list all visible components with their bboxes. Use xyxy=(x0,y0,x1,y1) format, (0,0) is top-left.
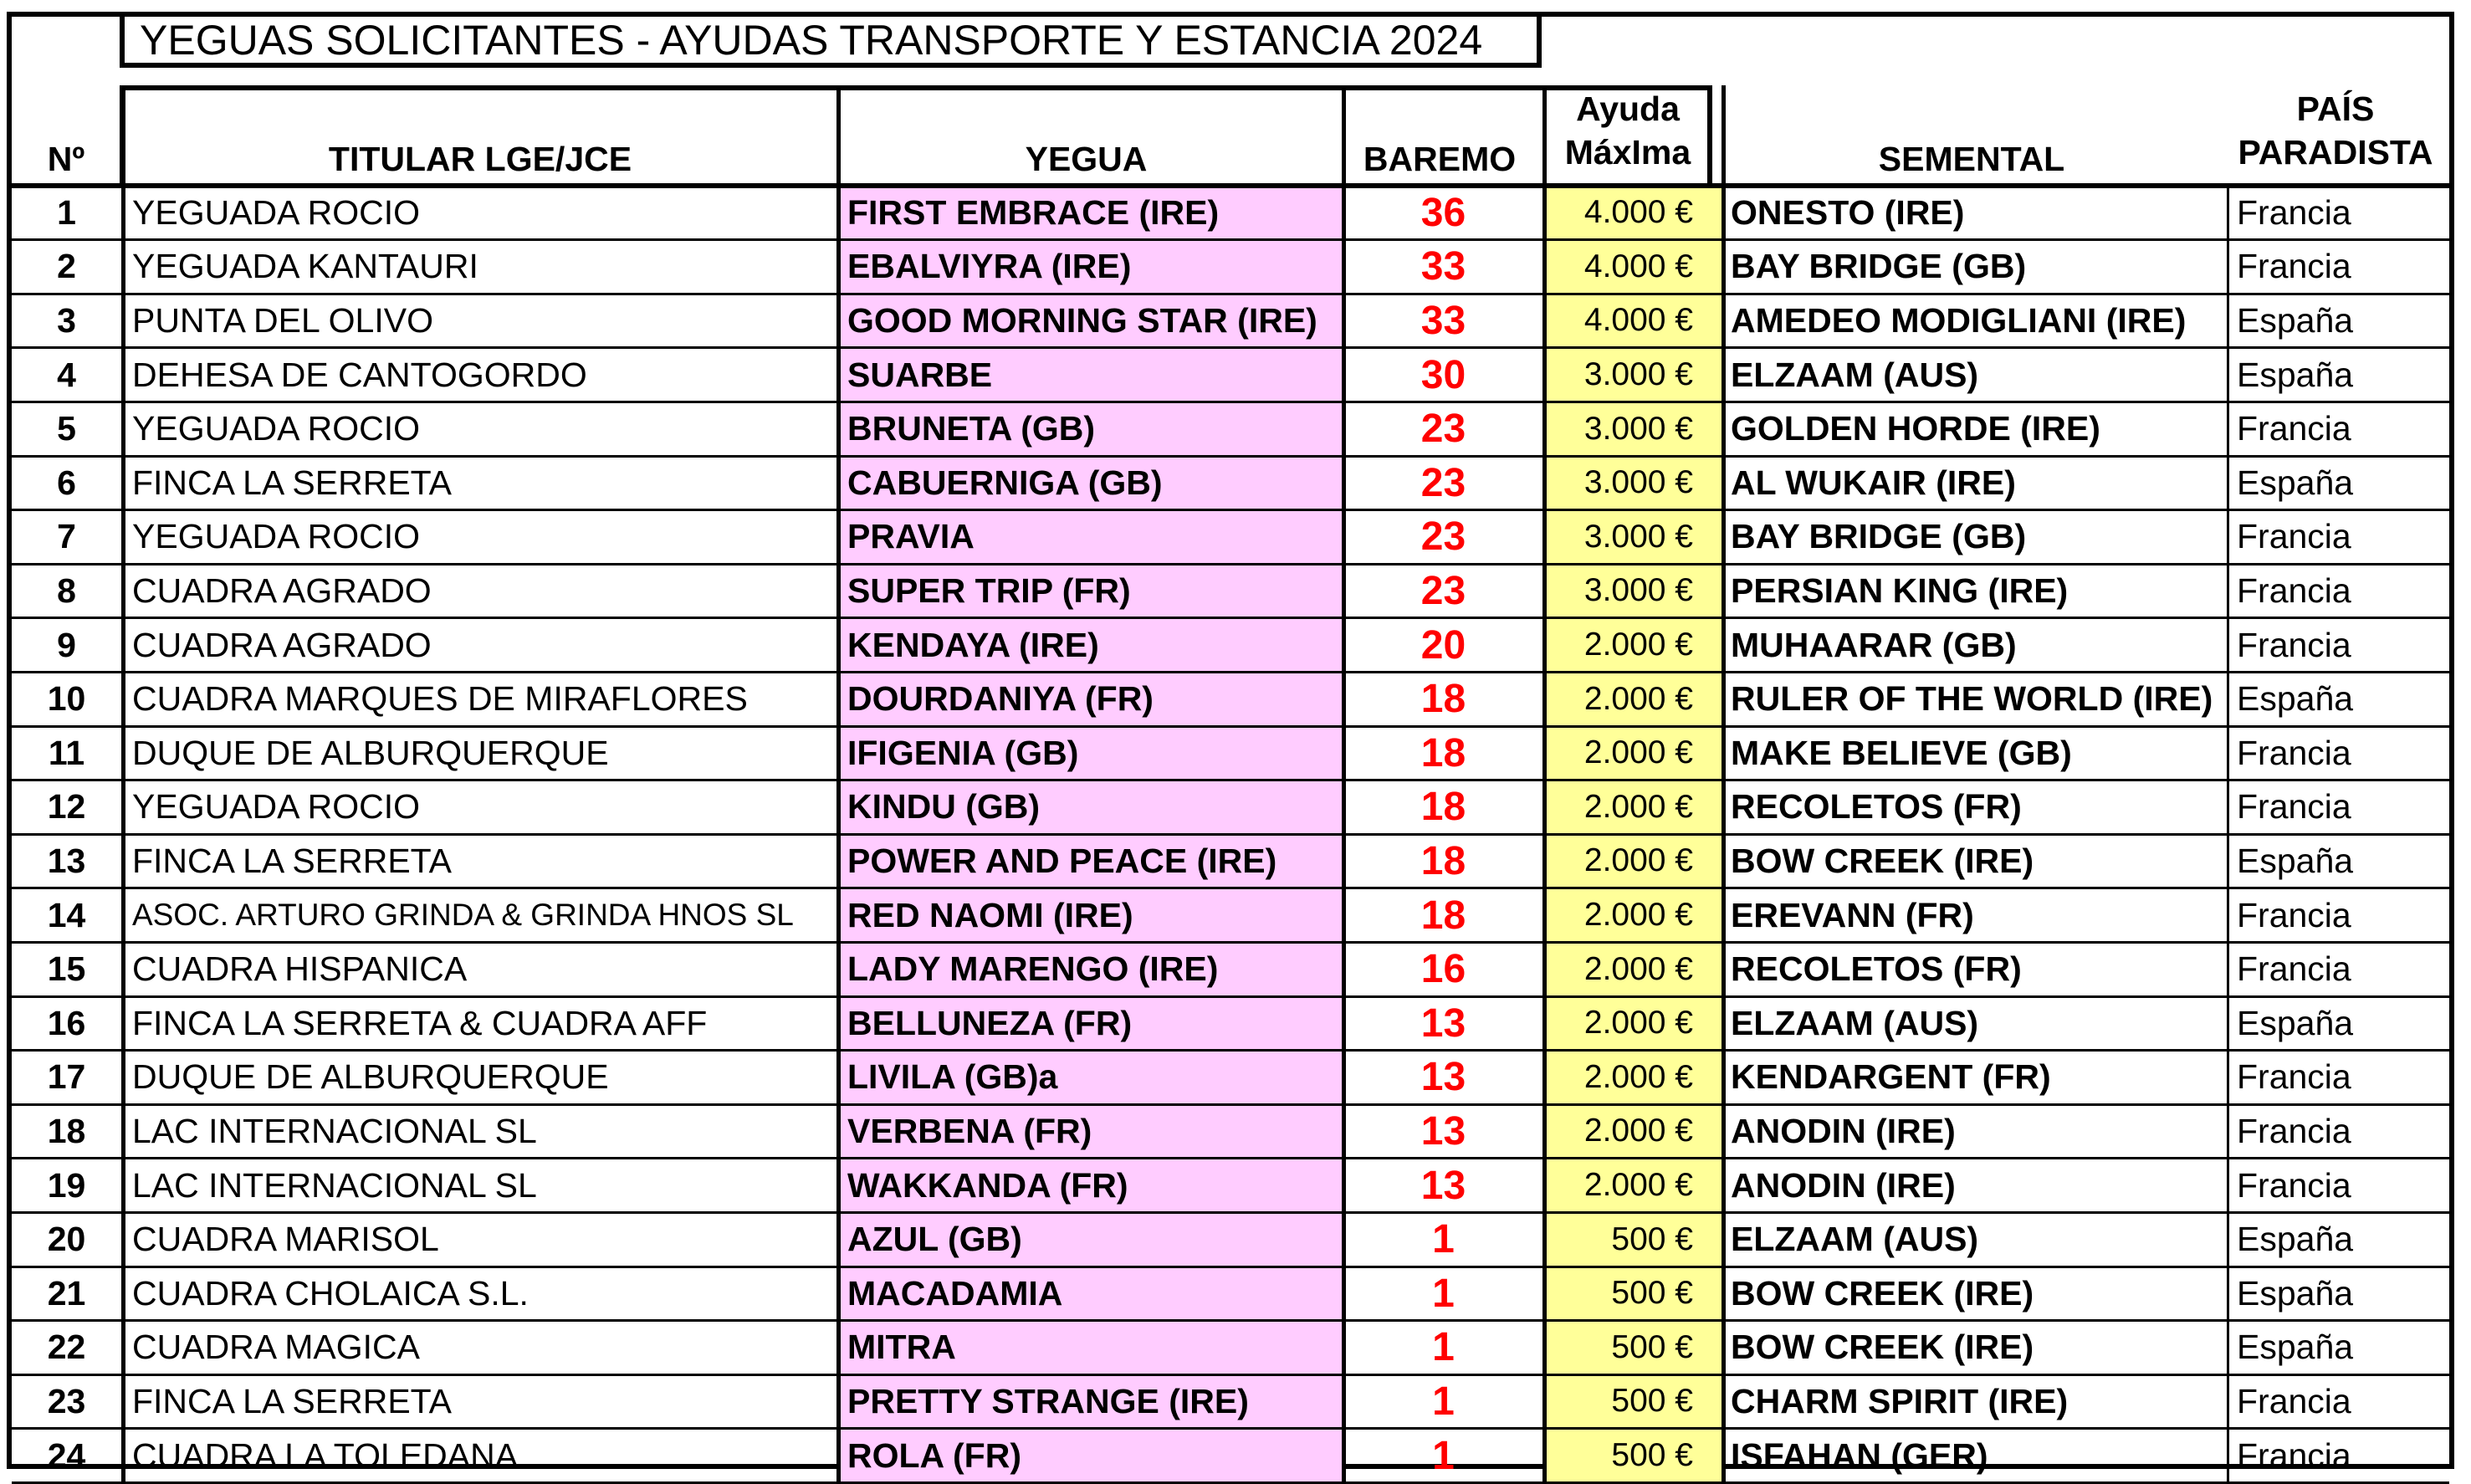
cell-titular: PUNTA DEL OLIVO xyxy=(132,300,433,340)
cell-semental: ELZAAM (AUS) xyxy=(1731,1003,1979,1042)
cell-baremo: 13 xyxy=(1420,1055,1466,1100)
cell-yegua: DOURDANIYA (FR) xyxy=(839,672,1342,726)
row-divider xyxy=(12,1266,2449,1268)
cell-ayuda: 500 € xyxy=(1545,1267,1722,1321)
row-divider xyxy=(12,779,2449,781)
cell-ayuda: 2.000 € xyxy=(1545,1051,1722,1105)
cell-semental: AL WUKAIR (IRE) xyxy=(1731,463,2016,502)
cell-titular: YEGUADA ROCIO xyxy=(132,409,421,448)
cell-ayuda: 2.000 € xyxy=(1545,996,1722,1051)
cell-ayuda: 2.000 € xyxy=(1545,942,1722,996)
cell-num: 9 xyxy=(57,625,76,664)
cell-pais: Francia xyxy=(2237,517,2351,556)
cell-yegua: BRUNETA (GB) xyxy=(839,402,1342,456)
cell-ayuda: 3.000 € xyxy=(1545,348,1722,402)
row-divider xyxy=(12,1157,2449,1159)
cell-num: 15 xyxy=(47,949,86,989)
cell-semental: ELZAAM (AUS) xyxy=(1731,1220,1979,1259)
cell-titular: YEGUADA ROCIO xyxy=(132,517,421,556)
row-divider xyxy=(12,941,2449,944)
cell-yegua: KENDAYA (IRE) xyxy=(839,618,1342,673)
cell-yegua: MACADAMIA xyxy=(839,1267,1342,1321)
table-row xyxy=(12,834,2449,888)
cell-yegua: SUPER TRIP (FR) xyxy=(839,564,1342,618)
cell-ayuda: 500 € xyxy=(1545,1212,1722,1267)
table-row xyxy=(12,186,2449,240)
cell-num: 11 xyxy=(48,733,85,772)
table-row xyxy=(12,618,2449,673)
cell-pais: España xyxy=(2237,355,2354,394)
cell-titular: CUADRA MARISOL xyxy=(132,1220,439,1259)
cell-baremo: 1 xyxy=(1432,1379,1455,1424)
cell-semental: RECOLETOS (FR) xyxy=(1731,787,2022,826)
cell-titular: DUQUE DE ALBURQUERQUE xyxy=(132,1057,609,1097)
cell-baremo: 13 xyxy=(1420,1163,1466,1208)
cell-baremo: 33 xyxy=(1420,244,1466,289)
row-divider xyxy=(12,293,2449,295)
column-divider xyxy=(1342,85,1346,1482)
cell-ayuda: 3.000 € xyxy=(1545,402,1722,456)
row-divider xyxy=(12,238,2449,241)
cell-yegua: FIRST EMBRACE (IRE) xyxy=(839,186,1342,240)
header-pais-line2: PARADISTA xyxy=(2238,133,2433,171)
cell-num: 23 xyxy=(47,1381,86,1420)
cell-titular: FINCA LA SERRETA xyxy=(132,1381,453,1420)
cell-ayuda: 2.000 € xyxy=(1545,618,1722,673)
cell-yegua: LADY MARENGO (IRE) xyxy=(839,942,1342,996)
row-divider xyxy=(12,671,2449,673)
cell-titular: CUADRA CHOLAICA S.L. xyxy=(132,1273,529,1313)
row-divider xyxy=(12,833,2449,836)
table-row xyxy=(12,1374,2449,1429)
table-row xyxy=(12,1321,2449,1375)
cell-yegua: VERBENA (FR) xyxy=(839,1104,1342,1159)
cell-semental: RECOLETOS (FR) xyxy=(1731,949,2022,989)
cell-semental: ANODIN (IRE) xyxy=(1731,1165,1956,1205)
cell-ayuda: 500 € xyxy=(1545,1429,1722,1483)
cell-ayuda: 2.000 € xyxy=(1545,780,1722,835)
cell-pais: España xyxy=(2237,300,2354,340)
cell-titular: LAC INTERNACIONAL SL xyxy=(132,1165,537,1205)
cell-baremo: 13 xyxy=(1420,1108,1466,1154)
cell-yegua: RED NAOMI (IRE) xyxy=(839,888,1342,943)
column-divider xyxy=(1542,85,1547,1482)
cell-semental: AMEDEO MODIGLIANI (IRE) xyxy=(1731,300,2187,340)
cell-num: 4 xyxy=(57,355,76,394)
row-divider xyxy=(12,401,2449,403)
row-divider xyxy=(12,1049,2449,1052)
row-divider xyxy=(12,183,2449,188)
column-divider xyxy=(121,85,125,1482)
header-num: Nº xyxy=(47,140,85,178)
cell-baremo: 1 xyxy=(1432,1325,1455,1370)
cell-pais: Francia xyxy=(2237,1165,2351,1205)
cell-baremo: 36 xyxy=(1420,190,1466,235)
header-yegua: YEGUA xyxy=(1025,140,1148,178)
cell-titular: LAC INTERNACIONAL SL xyxy=(132,1111,537,1150)
cell-semental: BOW CREEK (IRE) xyxy=(1731,841,2034,880)
cell-ayuda: 4.000 € xyxy=(1545,186,1722,240)
cell-titular: FINCA LA SERRETA xyxy=(132,841,453,880)
cell-num: 3 xyxy=(57,300,76,340)
cell-baremo: 33 xyxy=(1420,298,1466,343)
row-divider xyxy=(12,346,2449,349)
cell-pais: Francia xyxy=(2237,409,2351,448)
cell-pais: España xyxy=(2237,1003,2354,1042)
cell-baremo: 23 xyxy=(1420,407,1466,452)
cell-num: 14 xyxy=(47,895,86,934)
table-row xyxy=(12,726,2449,780)
cell-num: 19 xyxy=(47,1165,86,1205)
cell-num: 13 xyxy=(47,841,86,880)
cell-baremo: 20 xyxy=(1420,622,1466,668)
cell-titular: DUQUE DE ALBURQUERQUE xyxy=(132,733,609,772)
cell-yegua: WAKKANDA (FR) xyxy=(839,1159,1342,1213)
cell-titular: CUADRA AGRADO xyxy=(132,571,432,610)
cell-num: 7 xyxy=(57,517,76,556)
cell-yegua: ROLA (FR) xyxy=(839,1429,1342,1483)
column-divider xyxy=(836,85,841,1482)
cell-titular: YEGUADA ROCIO xyxy=(132,787,421,826)
cell-num: 6 xyxy=(57,463,76,502)
cell-semental: EREVANN (FR) xyxy=(1731,895,1974,934)
cell-ayuda: 2.000 € xyxy=(1545,888,1722,943)
cell-ayuda: 2.000 € xyxy=(1545,834,1722,888)
cell-baremo: 18 xyxy=(1420,730,1466,775)
cell-num: 16 xyxy=(47,1003,86,1042)
cell-yegua: PRAVIA xyxy=(839,510,1342,565)
table-row xyxy=(12,888,2449,943)
table-row xyxy=(12,672,2449,726)
row-divider xyxy=(12,509,2449,511)
cell-titular: CUADRA AGRADO xyxy=(132,625,432,664)
table-row xyxy=(12,1212,2449,1267)
cell-ayuda: 2.000 € xyxy=(1545,726,1722,780)
header-ayuda-line2: MáxIma xyxy=(1564,133,1691,171)
row-divider xyxy=(12,1103,2449,1106)
cell-pais: Francia xyxy=(2237,949,2351,989)
cell-pais: España xyxy=(2237,1328,2354,1367)
cell-baremo: 23 xyxy=(1420,568,1466,613)
row-divider xyxy=(12,995,2449,998)
row-divider xyxy=(12,1319,2449,1322)
cell-ayuda: 3.000 € xyxy=(1545,456,1722,510)
cell-yegua: LIVILA (GB)a xyxy=(839,1051,1342,1105)
cell-pais: España xyxy=(2237,463,2354,502)
table-row xyxy=(12,1104,2449,1159)
cell-titular: ASOC. ARTURO GRINDA & GRINDA HNOS SL xyxy=(132,898,794,933)
cell-yegua: GOOD MORNING STAR (IRE) xyxy=(839,294,1342,348)
cell-ayuda: 500 € xyxy=(1545,1374,1722,1429)
header-semental: SEMENTAL xyxy=(1878,140,2065,178)
row-divider xyxy=(12,1374,2449,1376)
table-row xyxy=(12,942,2449,996)
table-row xyxy=(12,564,2449,618)
cell-yegua: KINDU (GB) xyxy=(839,780,1342,835)
cell-num: 8 xyxy=(57,571,76,610)
cell-pais: Francia xyxy=(2237,625,2351,664)
cell-pais: Francia xyxy=(2237,733,2351,772)
cell-yegua: SUARBE xyxy=(839,348,1342,402)
row-divider xyxy=(12,1481,2449,1484)
cell-pais: Francia xyxy=(2237,1057,2351,1097)
cell-baremo: 18 xyxy=(1420,785,1466,830)
cell-baremo: 18 xyxy=(1420,893,1466,938)
cell-semental: BAY BRIDGE (GB) xyxy=(1731,517,2027,556)
table-row xyxy=(12,1159,2449,1213)
cell-pais: España xyxy=(2237,841,2354,880)
cell-ayuda: 4.000 € xyxy=(1545,294,1722,348)
cell-ayuda: 3.000 € xyxy=(1545,564,1722,618)
cell-yegua: EBALVIYRA (IRE) xyxy=(839,240,1342,294)
header-baremo: BAREMO xyxy=(1363,140,1517,178)
header-titular: TITULAR LGE/JCE xyxy=(328,140,632,178)
cell-yegua: AZUL (GB) xyxy=(839,1212,1342,1267)
cell-semental: PERSIAN KING (IRE) xyxy=(1731,571,2069,610)
cell-baremo: 18 xyxy=(1420,677,1466,722)
cell-semental: CHARM SPIRIT (IRE) xyxy=(1731,1381,2069,1420)
cell-baremo: 23 xyxy=(1420,514,1466,560)
table-title: YEGUAS SOLICITANTES - AYUDAS TRANSPORTE Y ESTANCIA 2024 xyxy=(120,12,1542,68)
table-row xyxy=(12,510,2449,565)
cell-pais: Francia xyxy=(2237,192,2351,232)
cell-num: 20 xyxy=(47,1220,86,1259)
cell-yegua: PRETTY STRANGE (IRE) xyxy=(839,1374,1342,1429)
cell-ayuda: 2.000 € xyxy=(1545,1159,1722,1213)
cell-semental: ANODIN (IRE) xyxy=(1731,1111,1956,1150)
cell-titular: CUADRA HISPANICA xyxy=(132,949,468,989)
cell-titular: FINCA LA SERRETA xyxy=(132,463,453,502)
cell-pais: Francia xyxy=(2237,1381,2351,1420)
cell-ayuda: 3.000 € xyxy=(1545,510,1722,565)
table-row xyxy=(12,348,2449,402)
cell-yegua: MITRA xyxy=(839,1321,1342,1375)
cell-yegua: CABUERNIGA (GB) xyxy=(839,456,1342,510)
cell-pais: Francia xyxy=(2237,787,2351,826)
table-row xyxy=(12,456,2449,510)
cell-ayuda: 2.000 € xyxy=(1545,672,1722,726)
cell-pais: Francia xyxy=(2237,1435,2351,1475)
header-ayuda-line1: Ayuda xyxy=(1576,90,1680,128)
cell-baremo: 23 xyxy=(1420,460,1466,505)
cell-yegua: IFIGENIA (GB) xyxy=(839,726,1342,780)
cell-num: 24 xyxy=(47,1435,86,1475)
cell-num: 17 xyxy=(47,1057,86,1097)
row-divider xyxy=(12,563,2449,565)
table-row xyxy=(12,402,2449,456)
cell-semental: ISFAHAN (GER) xyxy=(1731,1435,1988,1475)
cell-baremo: 13 xyxy=(1420,1000,1466,1046)
cell-num: 10 xyxy=(47,679,86,719)
cell-semental: BOW CREEK (IRE) xyxy=(1731,1273,2034,1313)
cell-num: 2 xyxy=(57,247,76,286)
column-divider xyxy=(2227,186,2229,1482)
cell-semental: GOLDEN HORDE (IRE) xyxy=(1731,409,2100,448)
table-row xyxy=(12,1051,2449,1105)
column-divider xyxy=(1722,85,1726,1482)
table-row xyxy=(12,1429,2449,1483)
cell-baremo: 1 xyxy=(1432,1271,1455,1316)
table-row xyxy=(12,294,2449,348)
cell-titular: DEHESA DE CANTOGORDO xyxy=(132,355,587,394)
cell-pais: Francia xyxy=(2237,895,2351,934)
cell-semental: MUHAARAR (GB) xyxy=(1731,625,2017,664)
cell-baremo: 18 xyxy=(1420,838,1466,883)
cell-semental: KENDARGENT (FR) xyxy=(1731,1057,2051,1097)
row-divider xyxy=(12,887,2449,889)
cell-num: 1 xyxy=(57,192,76,232)
cell-semental: BAY BRIDGE (GB) xyxy=(1731,247,2027,286)
cell-titular: YEGUADA ROCIO xyxy=(132,192,421,232)
cell-semental: MAKE BELIEVE (GB) xyxy=(1731,733,2072,772)
cell-titular: CUADRA LA TOLEDANA xyxy=(132,1435,519,1475)
cell-semental: ELZAAM (AUS) xyxy=(1731,355,1979,394)
cell-yegua: POWER AND PEACE (IRE) xyxy=(839,834,1342,888)
cell-pais: Francia xyxy=(2237,1111,2351,1150)
cell-pais: España xyxy=(2237,1273,2354,1313)
row-divider xyxy=(12,1427,2449,1430)
cell-pais: España xyxy=(2237,679,2354,719)
cell-baremo: 30 xyxy=(1420,352,1466,397)
row-divider xyxy=(12,617,2449,619)
cell-titular: FINCA LA SERRETA & CUADRA AFF xyxy=(132,1003,708,1042)
table-row xyxy=(12,996,2449,1051)
cell-titular: CUADRA MARQUES DE MIRAFLORES xyxy=(132,679,748,719)
cell-ayuda: 2.000 € xyxy=(1545,1104,1722,1159)
cell-semental: BOW CREEK (IRE) xyxy=(1731,1328,2034,1367)
cell-num: 22 xyxy=(47,1328,86,1367)
cell-semental: RULER OF THE WORLD (IRE) xyxy=(1731,679,2213,719)
cell-semental: ONESTO (IRE) xyxy=(1731,192,1965,232)
row-divider xyxy=(12,455,2449,458)
table-row xyxy=(12,780,2449,835)
cell-baremo: 16 xyxy=(1420,947,1466,992)
cell-pais: Francia xyxy=(2237,571,2351,610)
table-row xyxy=(12,240,2449,294)
header-pais-line1: PAÍS xyxy=(2296,90,2375,128)
cell-titular: YEGUADA KANTAURI xyxy=(132,247,478,286)
cell-pais: Francia xyxy=(2237,247,2351,286)
cell-num: 12 xyxy=(47,787,86,826)
cell-num: 21 xyxy=(47,1273,86,1313)
cell-num: 18 xyxy=(47,1111,86,1150)
cell-ayuda: 500 € xyxy=(1545,1321,1722,1375)
cell-pais: España xyxy=(2237,1220,2354,1259)
row-divider xyxy=(12,725,2449,728)
row-divider xyxy=(12,1211,2449,1214)
cell-baremo: 1 xyxy=(1432,1433,1455,1478)
cell-yegua: BELLUNEZA (FR) xyxy=(839,996,1342,1051)
cell-ayuda: 4.000 € xyxy=(1545,240,1722,294)
cell-num: 5 xyxy=(57,409,76,448)
cell-titular: CUADRA MAGICA xyxy=(132,1328,420,1367)
cell-baremo: 1 xyxy=(1432,1217,1455,1262)
table-row xyxy=(12,1267,2449,1321)
